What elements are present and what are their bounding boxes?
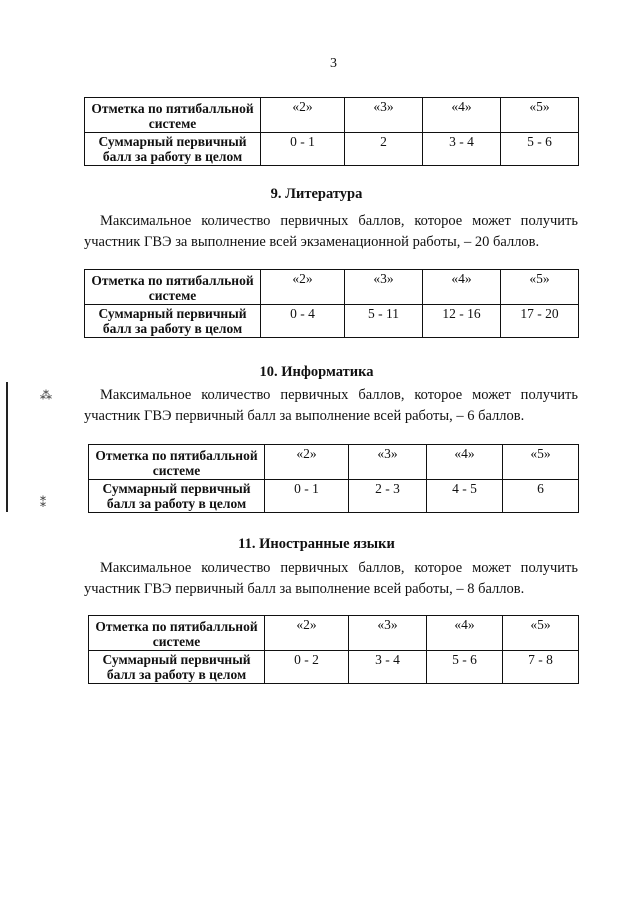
page-number: 3 (330, 56, 337, 71)
grade-table (84, 269, 579, 338)
paragraph-line: Максимальное количество первичных баллов, которое может получить (100, 213, 578, 229)
range-cell: 4 - 5 (427, 480, 503, 513)
grade-row (85, 270, 579, 305)
range-cell: 7 - 8 (503, 651, 579, 684)
grade-cell: «4» (423, 270, 501, 305)
score-row (85, 305, 579, 338)
header-label: Отметка по пятибалльной системе (85, 98, 261, 133)
range-cell: 0 - 1 (261, 133, 345, 166)
range-cell: 3 - 4 (349, 651, 427, 684)
header-label: Отметка по пятибалльной системе (89, 616, 265, 651)
grade-cell: «5» (503, 616, 579, 651)
section-heading: 9. Литература (270, 186, 363, 202)
grade-row (85, 98, 579, 133)
section-paragraph (84, 385, 578, 427)
range-cell: 6 (503, 480, 579, 513)
grade-cell: «4» (427, 445, 503, 480)
score-row (89, 480, 579, 513)
grade-cell: «5» (501, 270, 579, 305)
section-heading: 11. Иностранные языки (238, 536, 395, 552)
grade-table (88, 444, 579, 513)
range-cell: 5 - 6 (427, 651, 503, 684)
range-cell: 17 - 20 (501, 305, 579, 338)
grade-row (89, 616, 579, 651)
range-cell: 0 - 1 (265, 480, 349, 513)
header-label: Отметка по пятибалльной системе (85, 270, 261, 305)
score-label: Суммарный первичный балл за работу в целом (85, 133, 261, 166)
paragraph-line: участник ГВЭ первичный балл за выполнение всей работы, – 6 баллов. (84, 408, 525, 424)
score-row (85, 133, 579, 166)
score-label: Суммарный первичный балл за работу в целом (89, 651, 265, 684)
grade-cell: «2» (261, 98, 345, 133)
grade-table (84, 97, 579, 166)
range-cell: 0 - 2 (265, 651, 349, 684)
paragraph-line: Максимальное количество первичных баллов, которое может получить (100, 387, 578, 403)
scan-margin-mark: ⁂ (40, 388, 52, 402)
grade-table (88, 615, 579, 684)
scan-margin-line (6, 382, 8, 512)
grade-cell: «2» (265, 445, 349, 480)
grade-cell: «5» (501, 98, 579, 133)
grade-cell: «3» (349, 616, 427, 651)
score-label: Суммарный первичный балл за работу в целом (85, 305, 261, 338)
score-label: Суммарный первичный балл за работу в целом (89, 480, 265, 513)
grade-cell: «4» (423, 98, 501, 133)
grade-cell: «3» (345, 98, 423, 133)
range-cell: 0 - 4 (261, 305, 345, 338)
range-cell: 3 - 4 (423, 133, 501, 166)
range-cell: 12 - 16 (423, 305, 501, 338)
grade-cell: «3» (349, 445, 427, 480)
grade-cell: «4» (427, 616, 503, 651)
range-cell: 2 (345, 133, 423, 166)
paragraph-line: участник ГВЭ за выполнение всей экзаменационной работы, – 20 баллов. (84, 234, 540, 250)
grade-cell: «5» (503, 445, 579, 480)
range-cell: 2 - 3 (349, 480, 427, 513)
grade-cell: «2» (261, 270, 345, 305)
grade-row (89, 445, 579, 480)
range-cell: 5 - 11 (345, 305, 423, 338)
grade-cell: «3» (345, 270, 423, 305)
paragraph-line: участник ГВЭ первичный балл за выполнение всей работы, – 8 баллов. (84, 581, 525, 597)
paragraph-line: Максимальное количество первичных баллов, которое может получить (100, 560, 578, 576)
scan-margin-mark: ⁑ (40, 496, 46, 510)
header-label: Отметка по пятибалльной системе (89, 445, 265, 480)
range-cell: 5 - 6 (501, 133, 579, 166)
section-paragraph (84, 558, 578, 600)
grade-cell: «2» (265, 616, 349, 651)
score-row (89, 651, 579, 684)
section-paragraph (84, 211, 578, 253)
section-heading: 10. Информатика (259, 364, 374, 380)
